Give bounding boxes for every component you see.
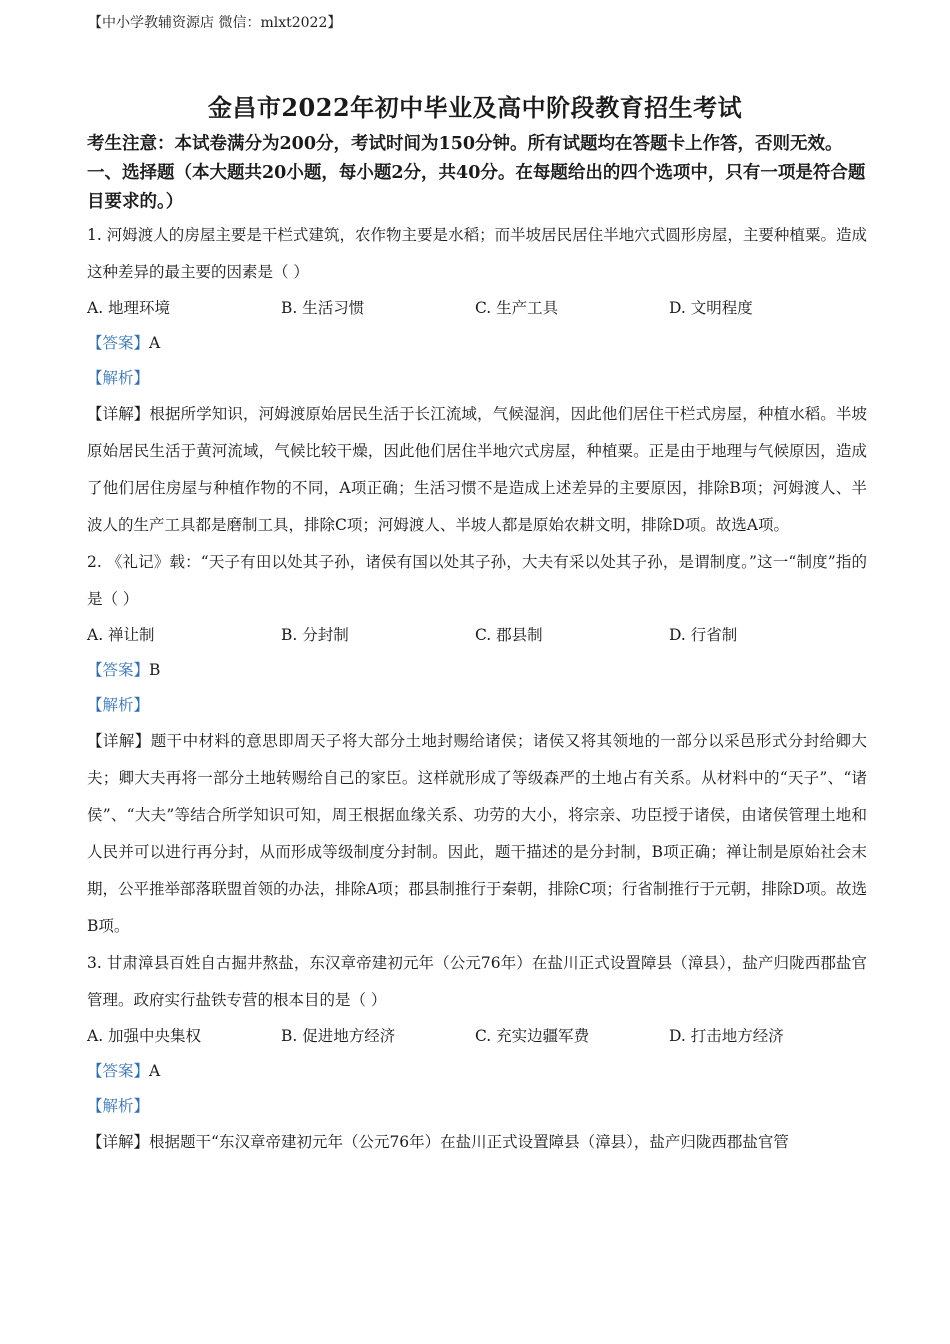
analysis-line (87, 361, 867, 396)
option-b: B. 促进地方经济 (281, 1027, 396, 1045)
analysis-label: 【解析】 (87, 696, 150, 714)
option-b: B. 生活习惯 (281, 299, 365, 317)
option-list (87, 291, 867, 326)
answer-label: 【答案】 (87, 334, 150, 352)
question-stem: 1. 河姆渡人的房屋主要是干栏式建筑，农作物主要是水稻；而半坡居民居住半地穴式圆形房屋，主要种植粟。造成这种差异的最主要的因素是（ ） (87, 226, 867, 281)
analysis-label: 【解析】 (87, 369, 150, 387)
question-1 (87, 217, 867, 544)
detail-text: 题干中材料的意思即周天子将大部分土地封赐给诸侯；诸侯又将其领地的一部分以采邑形式分封给卿大夫；卿大夫再将一部分土地转赐给自己的家臣。这样就形成了等级森严的土地占有关系。从材料中的“天子”、“诸侯”、“大夫”等结合所学知识可知，周王根据血缘关系、功劳的大小，将宗亲、功臣授于诸侯，由诸侯管理土地和人民并可以进行再分封，从而形成等级制度分封制。因此，题干描述的是分封制，B项正确；禅让制是原始社会末期，公平推举部落联盟首领的办法，排除A项；郡县制推行于秦朝，排除C项；行省制推行于元朝，排除D项。故选B项。 (87, 732, 867, 935)
analysis-line (87, 1089, 867, 1124)
detail-paragraph (87, 1124, 867, 1161)
answer-value: A (149, 1062, 161, 1080)
analysis-line (87, 688, 867, 723)
exam-notice: 考生注意：本试卷满分为200分，考试时间为150分钟。所有试题均在答题卡上作答，否则无效。 (87, 134, 843, 154)
option-b: B. 分封制 (281, 626, 349, 644)
option-c: C. 郡县制 (475, 626, 543, 644)
detail-text: 根据题干“东汉章帝建初元年（公元76年）在盐川正式设置障县（漳县），盐产归陇西郡盐官管 (149, 1133, 789, 1151)
option-c: C. 生产工具 (475, 299, 559, 317)
section-heading: 一、选择题（本大题共20小题，每小题2分，共40分。在每题给出的四个选项中，只有一项是符合题目要求的。） (87, 163, 866, 212)
option-d: D. 行省制 (669, 626, 738, 644)
document-body (87, 130, 867, 1161)
detail-paragraph (87, 396, 867, 544)
question-stem: 2. 《礼记》载：“天子有田以处其子孙，诸侯有国以处其子孙，大夫有采以处其子孙，是谓制度。”这一“制度”指的是（ ） (87, 553, 867, 608)
page-title: 金昌市2022年初中毕业及高中阶段教育招生考试 (207, 93, 743, 122)
option-a: A. 加强中央集权 (87, 1027, 202, 1045)
question-stem: 3. 甘肃漳县百姓自古掘井熬盐，东汉章帝建初元年（公元76年）在盐川正式设置障县（漳县），盐产归陇西郡盐官管理。政府实行盐铁专营的根本目的是（ ） (87, 954, 867, 1009)
answer-line (87, 326, 867, 361)
detail-label: 【详解】 (87, 405, 150, 423)
question-3 (87, 945, 867, 1161)
detail-paragraph (87, 723, 867, 945)
detail-text: 根据所学知识，河姆渡原始居民生活于长江流域，气候湿润，因此他们居住干栏式房屋，种植水稻。半坡原始居民生活于黄河流域，气候比较干燥，因此他们居住半地穴式房屋，种植粟。正是由于地理与气候原因，造成了他们居住房屋与种植作物的不同，A项正确；生活习惯不是造成上述差异的主要原因，排除B项；河姆渡人、半波人的生产工具都是磨制工具，排除C项；河姆渡人、半坡人都是原始农耕文明，排除D项。故选A项。 (87, 405, 867, 534)
answer-line (87, 653, 867, 688)
answer-label: 【答案】 (87, 661, 150, 679)
option-a: A. 禅让制 (87, 626, 155, 644)
option-c: C. 充实边疆军费 (475, 1027, 590, 1045)
detail-label: 【详解】 (87, 732, 151, 750)
question-2 (87, 544, 867, 945)
watermark: 【中小学教辅资源店 微信：mlxt2022】 (88, 15, 342, 31)
analysis-label: 【解析】 (87, 1097, 150, 1115)
answer-value: A (149, 334, 161, 352)
option-d: D. 打击地方经济 (669, 1027, 784, 1045)
option-a: A. 地理环境 (87, 299, 171, 317)
option-list (87, 1019, 867, 1054)
answer-label: 【答案】 (87, 1062, 150, 1080)
option-list (87, 618, 867, 653)
answer-line (87, 1054, 867, 1089)
option-d: D. 文明程度 (669, 299, 753, 317)
detail-label: 【详解】 (87, 1133, 150, 1151)
answer-value: B (149, 661, 161, 679)
